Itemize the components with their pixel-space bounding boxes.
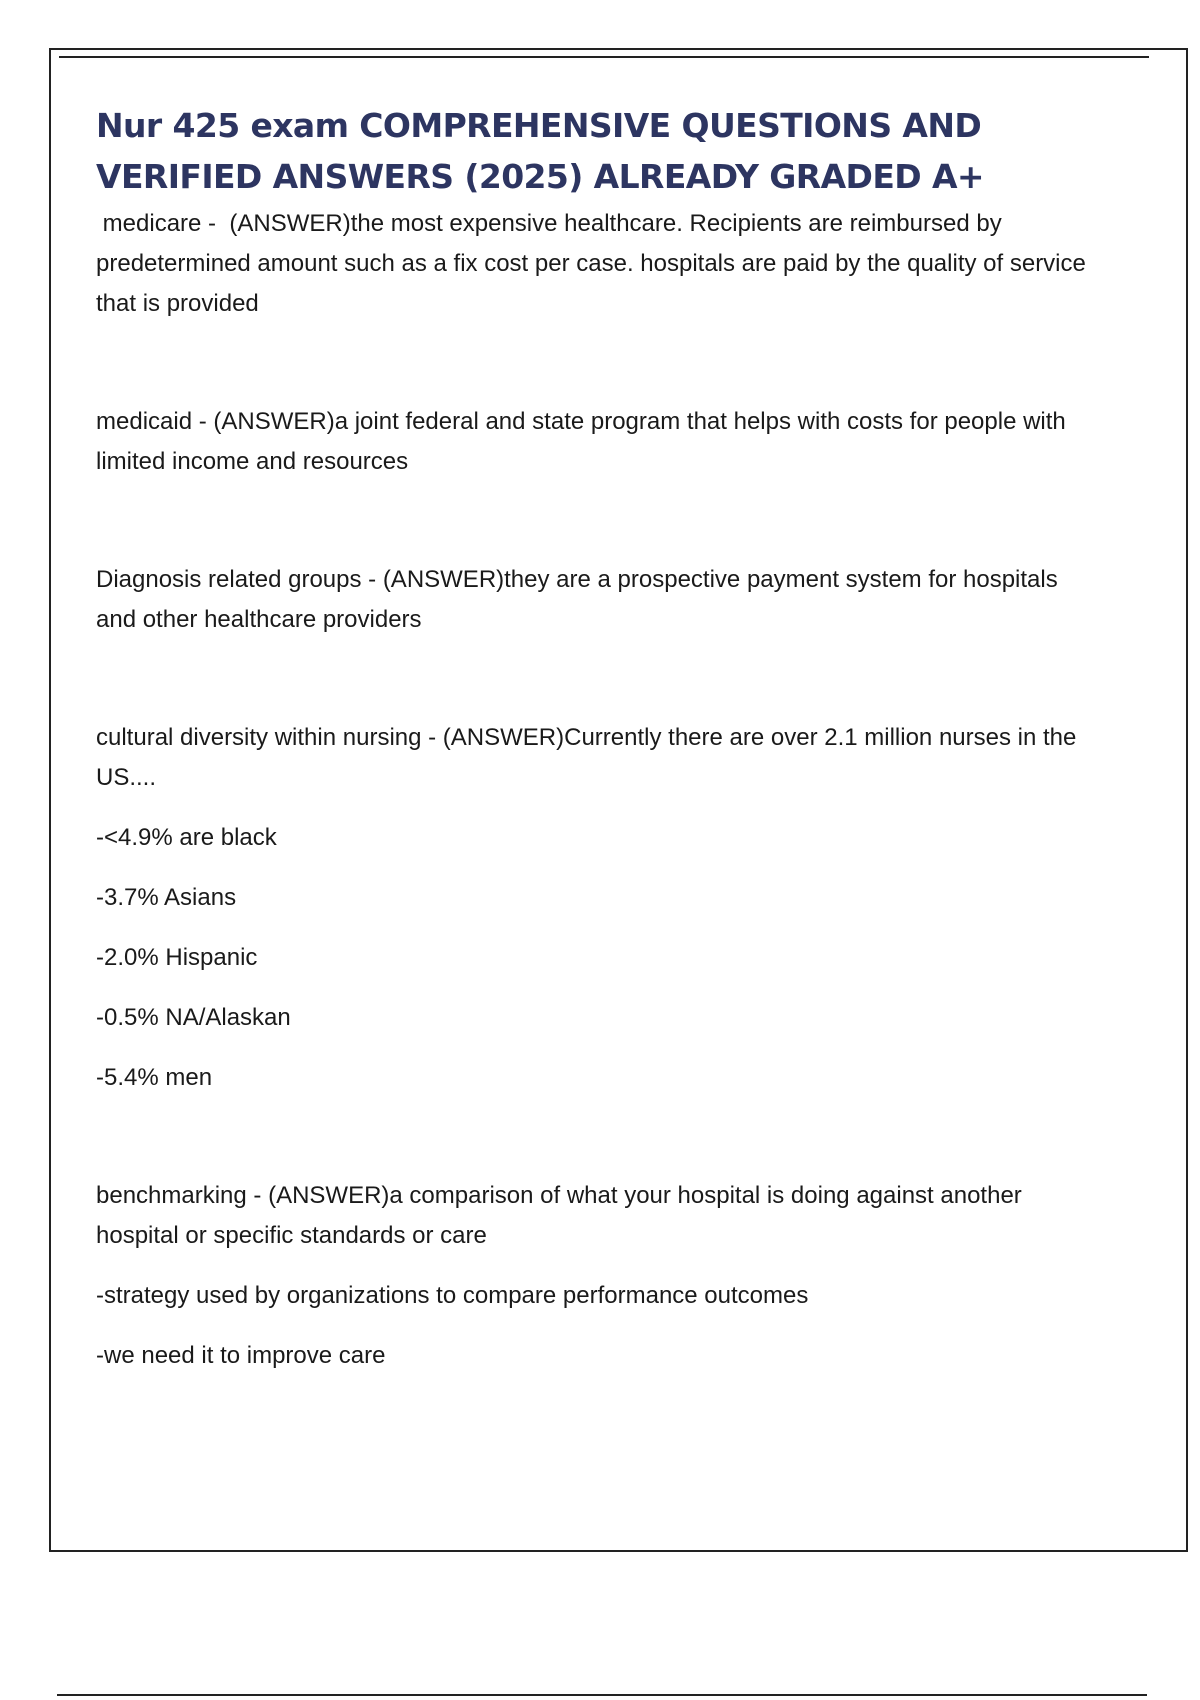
entry-diagnosis-related-groups bbox=[96, 560, 1096, 640]
entry-text: cultural diversity within nursing - (ANSWER)Currently there are over 2.1 million nurses in the US.... bbox=[96, 724, 1077, 791]
top-rule bbox=[59, 56, 1149, 58]
entry-cultural-diversity bbox=[96, 718, 1096, 1098]
document-title: Nur 425 exam COMPREHENSIVE QUESTIONS AND VERIFIED ANSWERS (2025) ALREADY GRADED A+ bbox=[96, 106, 984, 196]
entry-medicaid bbox=[96, 402, 1096, 482]
list-item: -we need it to improve care bbox=[96, 1342, 386, 1369]
list-item: -2.0% Hispanic bbox=[96, 944, 258, 971]
entry-text: benchmarking - (ANSWER)a comparison of what your hospital is doing against another hospital or specific standards or care bbox=[96, 1182, 1022, 1249]
list-item: -3.7% Asians bbox=[96, 884, 237, 911]
list-item: -<4.9% are black bbox=[96, 824, 277, 851]
document-content bbox=[96, 100, 1096, 1376]
list-item: -strategy used by organizations to compare performance outcomes bbox=[96, 1282, 809, 1309]
entry-text: medicare - (ANSWER)the most expensive healthcare. Recipients are reimbursed by predetermined amount such as a fix cost per case. hospitals are paid by the quality of service that is provided bbox=[96, 210, 1093, 317]
entry-medicare bbox=[96, 204, 1096, 324]
entry-text: medicaid - (ANSWER)a joint federal and state program that helps with costs for people with limited income and resources bbox=[96, 408, 1066, 475]
bottom-rule bbox=[57, 1694, 1147, 1696]
entry-benchmarking bbox=[96, 1176, 1096, 1376]
list-item: -5.4% men bbox=[96, 1064, 213, 1091]
entry-text: Diagnosis related groups - (ANSWER)they are a prospective payment system for hospitals and other healthcare providers bbox=[96, 566, 1058, 633]
list-item: -0.5% NA/Alaskan bbox=[96, 1004, 291, 1031]
